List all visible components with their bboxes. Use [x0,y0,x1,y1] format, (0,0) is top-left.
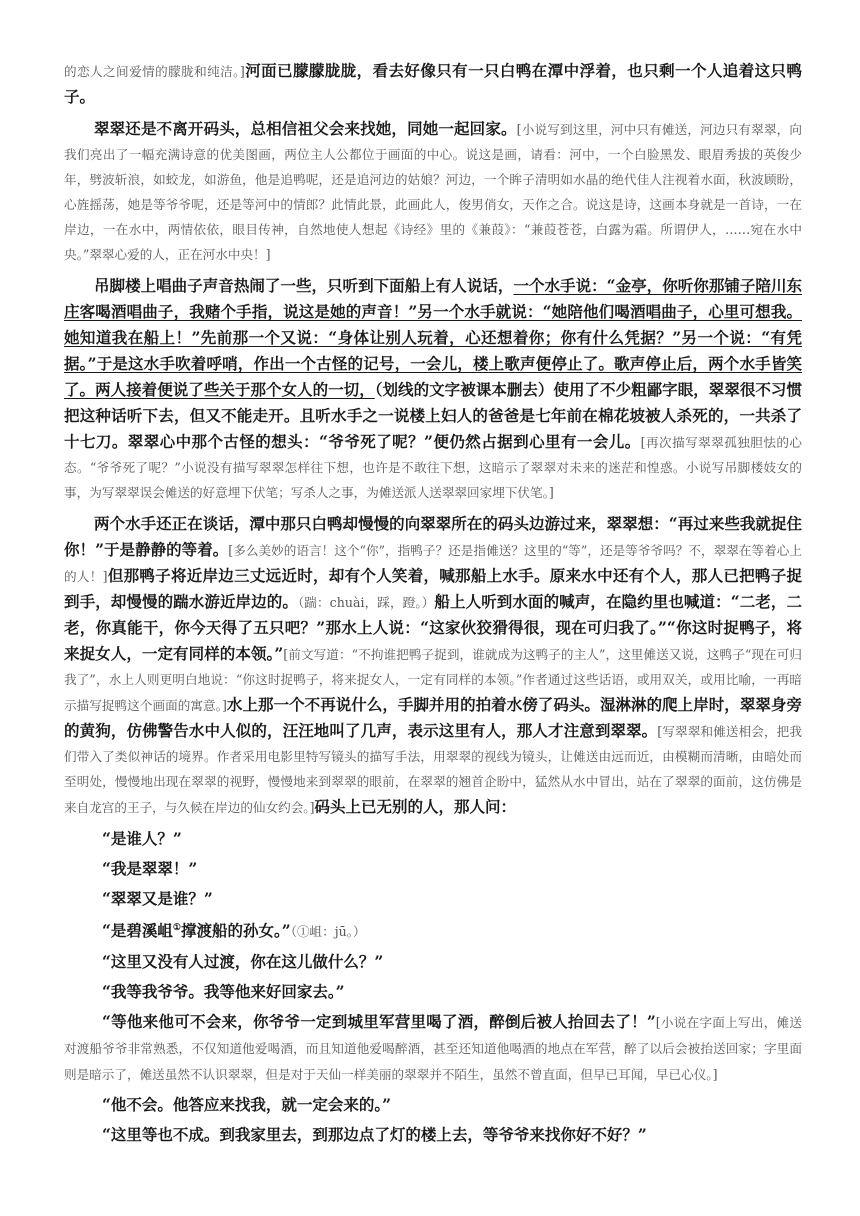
pronunciation-note: （①岨：jū。） [290,924,366,940]
dialog-line: “他不会。他答应来找我，就一定会来的。” [102,1095,392,1115]
main-text: 船上人听到水面的喊声，在隐约里也喊道：“二老，二老，你真能干，你今天得了五只吧？”那水上人说：“这家伙狡猾得很，现在可归我了。”“你这时捉鸭子，将来捉女人，一定有同样的本领。” [64,592,802,663]
dialog-line [64,1009,802,1087]
annotation-note: [小说写到这里，河中只有傩送，河边只有翠翠，向我们亮出了一幅充满诗意的优美图画，两位主人公都位于画面的中心。说这是画，请看：河中，一个白脸黑发、眼眉秀拔的英俊少年，劈波斩浪，如蛟龙，如游鱼，他是追鸭呢，还是追河边的姑娘？河边，一个眸子清明如水晶的绝代佳人注视着水面，秋波顾盼，心旌摇荡，她是等爷爷呢，还是等河中的情郎？此情此景，此画此人，俊男俏女，天作之合。说这是诗，这画本身就是一首诗，一在岸边，一在水中，两情依依，眼目传神，自然地使人想起《诗经》里的《兼葭》：“兼葭苍苍，白露为霜。所谓伊人，……宛在水中央。”翠翠心爱的人，正在河水中央！] [64,122,802,262]
annotation-note: [多么美妙的语言！这个“你”，指鸭子？还是指傩送？这里的“等”，还是等爷爷吗？不，翠翠在等着心上的人！] [64,543,802,584]
annotation-note: 的恋人之间爱情的朦胧和纯洁。] [64,64,245,79]
main-text: （划线的文字被课本删去）使用了不少粗鄙字眼，翠翠很不习惯把这种话听下去，但又不能走开。且听水手之一说楼上妇人的爸爸是七年前在棉花坡被人杀死的，一共杀了十七刀。翠翠心中那个古怪的想头：“爷爷死了呢？”便仍然占据到心里有一会儿。 [64,380,802,451]
dialog-text: “是碧溪岨 [102,921,173,941]
dialog-text: 撑渡船的孙女。” [181,921,291,941]
dialog-line: “是谁人？” [102,829,182,848]
dialog-line: “这里又没有人过渡，你在这儿做什么？” [102,952,384,972]
annotation-note: [前文写道：“不拘谁把鸭子捉到，谁就成为这鸭子的主人”，这里傩送又说，这鸭子“现在可归我了”，水上人则更明白地说：“你这时捉鸭子，将来捉女人，一定有同样的本领。”作者通过这些话语，或用双关，或用比喻，一再暗示描写捉鸭这个画面的寓意。] [64,647,802,713]
dialog-line [64,916,802,944]
dialog-line: “这里等也不成。到我家里去，到那边点了灯的楼上去，等爷爷来找你好不好？” [102,1125,647,1145]
main-text: 河面已朦朦胧胧，看去好像只有一只白鸭在潭中浮着，也只剩一个人追着这只鸭子。 [64,61,802,106]
dialog-line: “我是翠翠！” [102,859,198,878]
dialog-text: “等他来他可不会来，你爷爷一定到城里军营里喝了酒，醉倒后被人抬回去了！” [102,1012,656,1032]
dialog-line: “我等我爷爷。我等他来好回家去。” [102,982,345,1002]
paragraph-1 [64,116,802,267]
paragraph-0 [64,58,802,110]
main-text: 两个水手还正在谈话，潭中那只白鸭却慢慢的向翠翠所在的码头边游过来，翠翠想：“再过来些我就捉住你！”于是静静的等着。 [64,514,802,559]
main-text: 翠翠还是不离开码头，总相信祖父会来找她，同她一起回家。 [94,119,517,138]
annotation-note: [再次描写翠翠孤独胆怯的心态。“爷爷死了呢？”小说没有描写翠翠怎样往下想，也许是不敢往下想，这暗示了翠翠对未来的迷茫和惶惑。小说写吊脚楼妓女的事，为写翠翠误会傩送的好意埋下伏笔；写杀人之事，为傩送派人送翠翠回家埋下伏笔。] [64,435,802,500]
main-text: 码头上已无别的人，那人问： [314,797,517,816]
paragraph-2 [64,273,802,505]
footnote-marker: ① [172,923,181,933]
main-text: 水上那一个不再说什么，手脚并用的拍着水傍了码头。湿淋淋的爬上岸时，翠翠身旁的黄狗，仿佛警告水中人似的，汪汪地叫了几声，表示这里有人，那人才注意到翠翠。 [64,695,802,740]
underlined-deleted-text: 一个水手说：“金亭，你听你那铺子陪川东庄客喝酒唱曲子，我赌个手指，说这是她的声音！”另一个水手就说：“她陪他们喝酒唱曲子，心里可想我。她知道我在船上！”先前那一个又说：“身体让别人玩着，心还想着你；你有什么凭据？”另一个说：“有凭据。”于是这水手吹着呼哨，作出一个古怪的记号，一会儿，楼上歌声便停止了。歌声停止后，两个水手皆笑了。两人接着便说了些关于那个女人的一切， [64,276,802,399]
dialog-line: “翠翠又是谁？” [102,889,213,908]
paragraph-3 [64,511,802,820]
annotation-note: [小说在字面上写出，傩送对渡船爷爷非常熟悉，不仅知道他爱喝酒，而且知道他爱喝醉酒，甚至还知道他喝酒的地点在军营，醉了以后会被抬送回家；字里面则是暗示了，傩送虽然不认识翠翠，但是对于天仙一样美丽的翠翠并不陌生，虽然不曾直面，但早已耳闻，早已心仪。] [64,1015,802,1083]
pronunciation-note: （踹：chuài，踩，蹬。） [297,595,435,610]
main-text: 吊脚楼上唱曲子声音热闹了一些，只听到下面船上有人说话， [94,276,514,295]
document-page [64,58,802,1152]
annotation-note: [写翠翠和傩送相会，把我们带入了类似神话的境界。作者采用电影里特写镜头的描写手法，用翠翠的视线为镜头，让傩送由远而近，由模糊而清晰，由暗处而至明处，慢慢地出现在翠翠的视野，慢慢地来到翠翠的眼前，在翠翠的翘首企盼中，猛然从水中冒出，站在了翠翠的面前，这仿佛是来自龙宫的王子，与久候在岸边的仙女约会。] [64,724,802,815]
main-text: 但那鸭子将近岸边三丈远近时，却有个人笑着，喊那船上水手。原来水中还有个人，那人已把鸭子捉到手，却慢慢的踹水游近岸边的。 [64,566,802,611]
